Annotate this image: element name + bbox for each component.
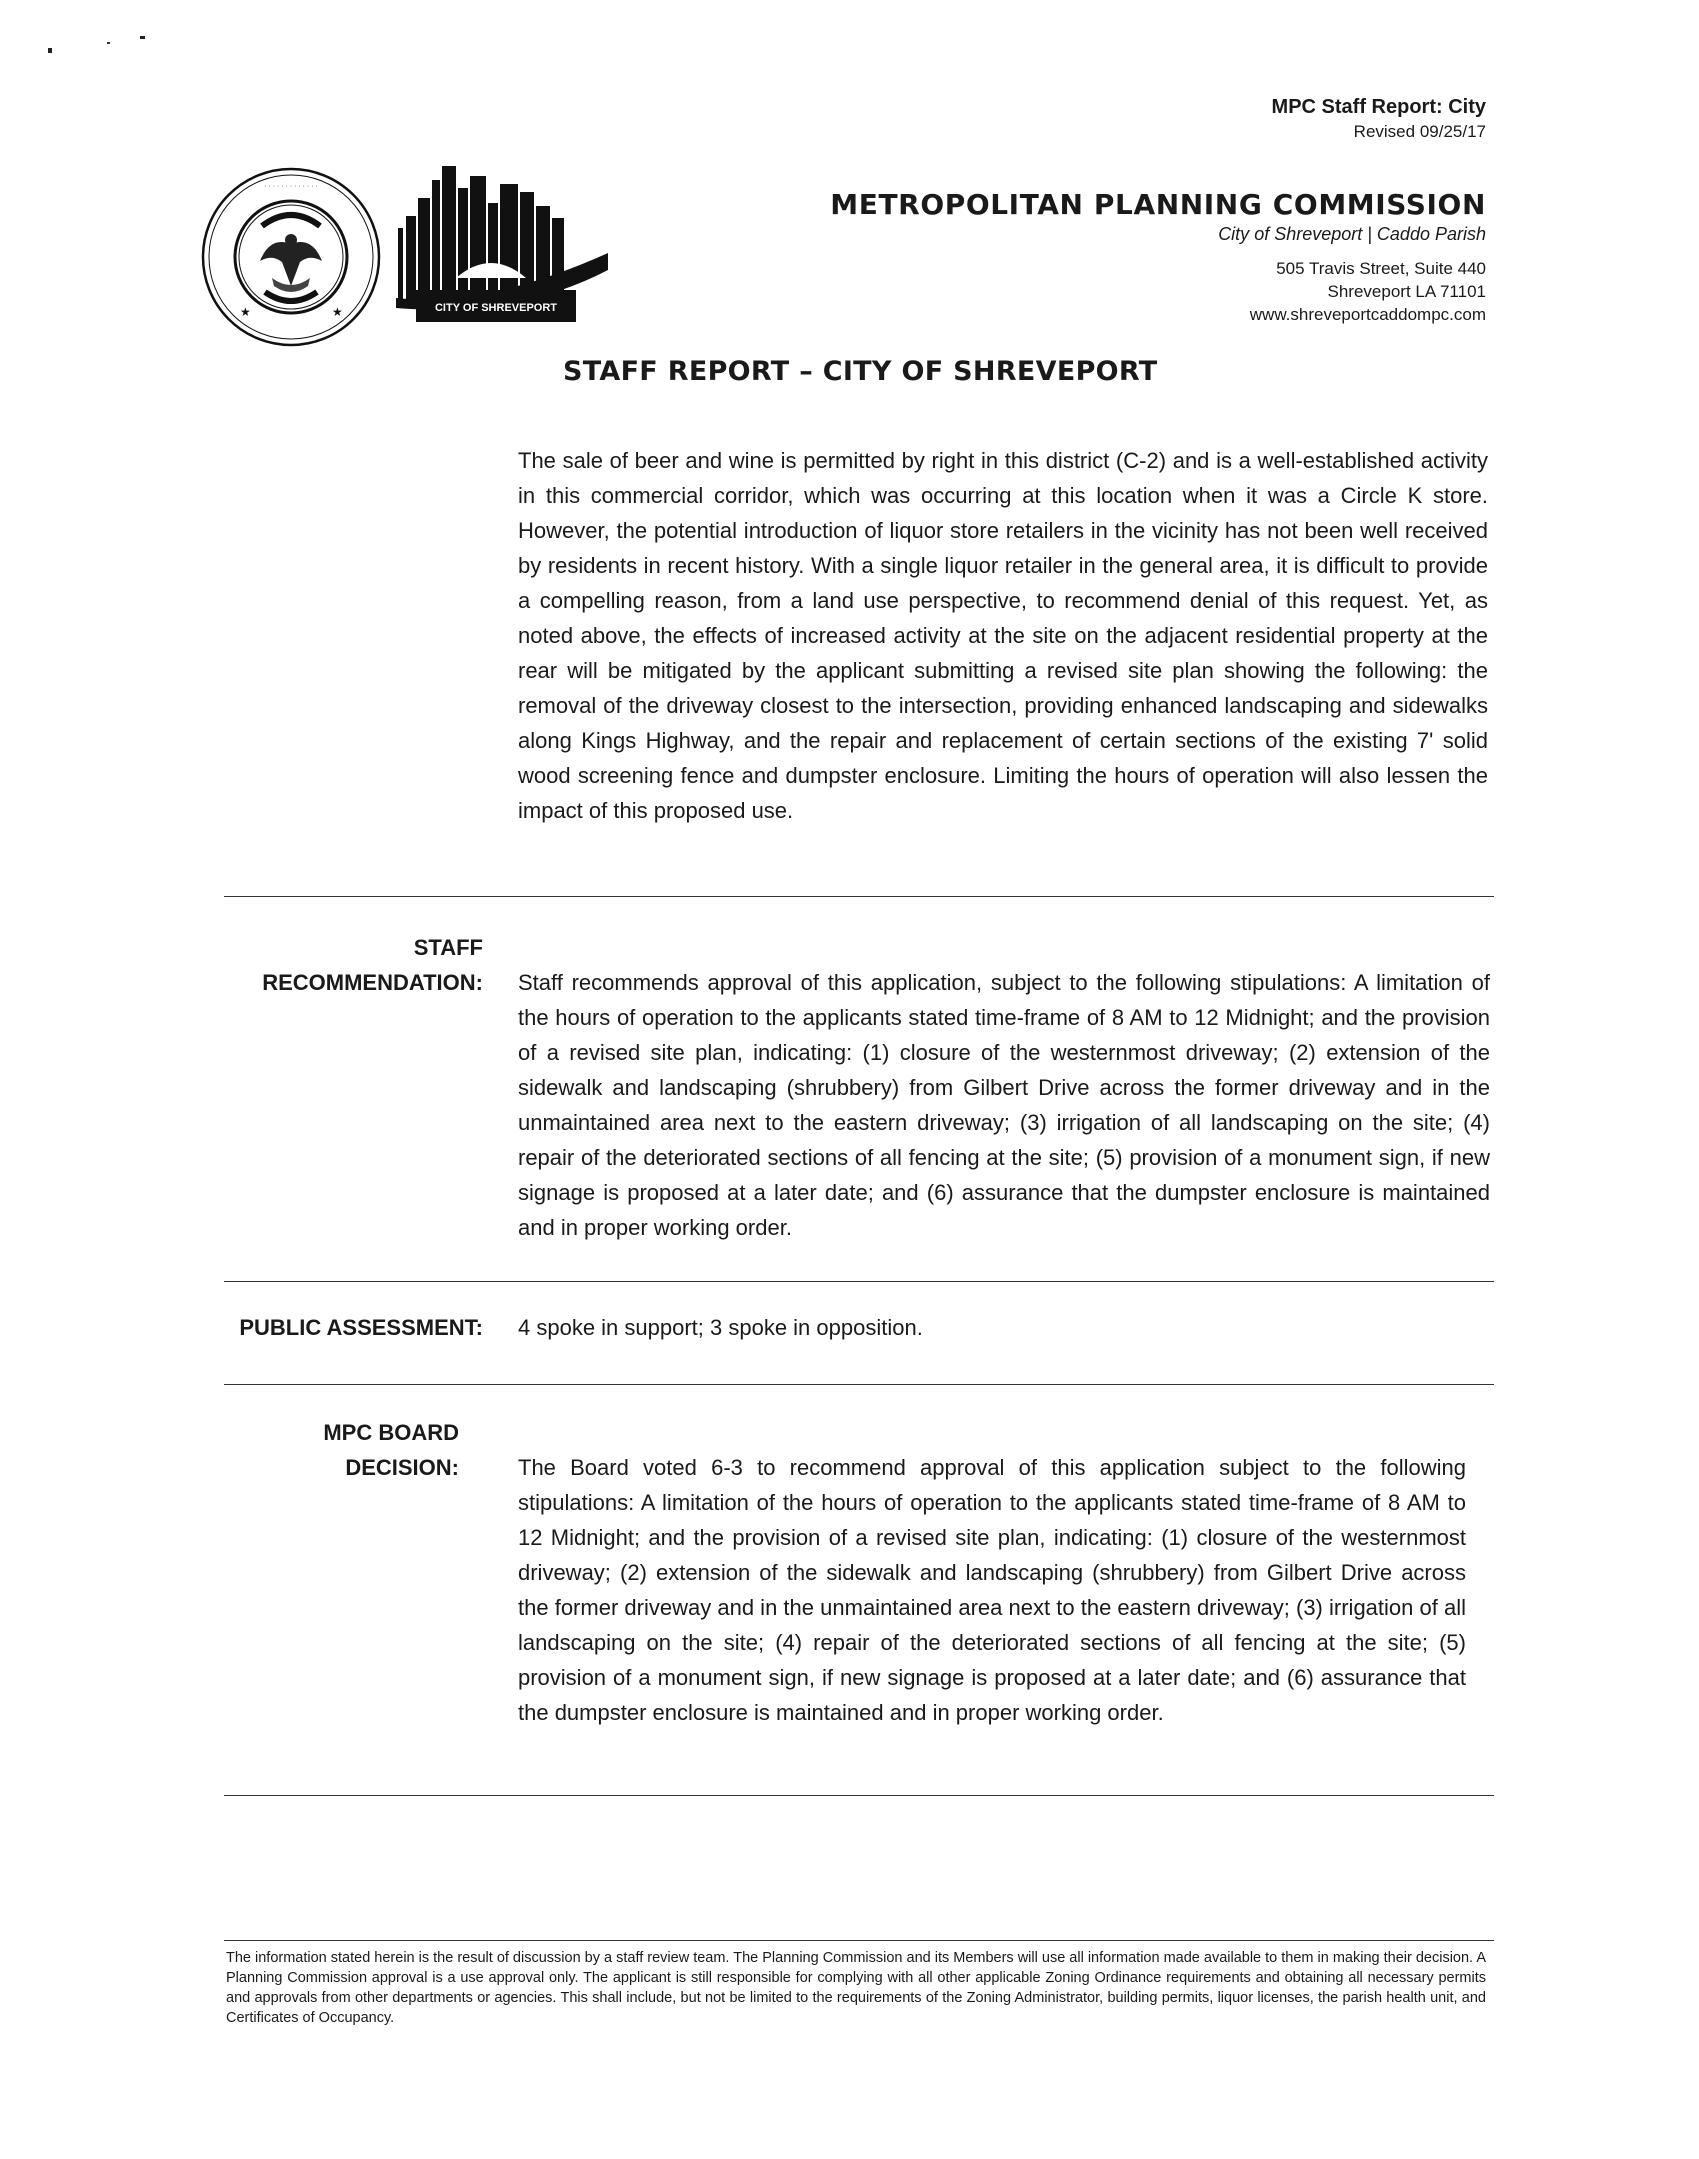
report-meta <box>1272 96 1486 142</box>
staff-recommendation-label <box>223 930 483 1000</box>
address-line-1: 505 Travis Street, Suite 440 <box>1276 259 1486 278</box>
public-assessment-label: PUBLIC ASSESSMENT: <box>239 1315 483 1340</box>
report-type: MPC Staff Report: City <box>1271 96 1486 118</box>
svg-text:· · · · · · · · · · · · ·: · · · · · · · · · · · · · <box>264 183 318 190</box>
divider-1 <box>224 896 1494 897</box>
org-name: METROPOLITAN PLANNING COMMISSION <box>830 188 1486 221</box>
staff-recommendation-label-line1: STAFF <box>413 935 483 960</box>
org-block <box>830 188 1486 326</box>
address <box>830 257 1486 326</box>
divider-4 <box>224 1795 1494 1796</box>
mpc-board-decision-label-line2: DECISION: <box>345 1455 459 1480</box>
mpc-board-decision-text: The Board voted 6-3 to recommend approval of this application subject to the following stipulations: A limitation of the hours of operation to the applicants stated time-frame of 8 AM to 12 Midnight; and the provision of a revised site plan, indicating: (1) closure of the westernmost driveway; (2) extension of the sidewalk and landscaping (shrubbery) from Gilbert Drive across the former driveway and in the unmaintained area next to the eastern driveway; (3) irrigation of all landscaping on the site; (4) repair of the deteriorated sections of all fencing at the site; (5) provision of a monument sign, if new signage is proposed at a later date; and (6) assurance that the dumpster enclosure is maintained and in proper working order. <box>518 1455 1466 1725</box>
revised-date: Revised 09/25/17 <box>1353 122 1486 141</box>
website: www.shreveportcaddompc.com <box>1249 305 1486 324</box>
staff-recommendation-label-line2: RECOMMENDATION: <box>262 970 483 995</box>
seal-logo <box>200 166 382 348</box>
svg-text:★: ★ <box>240 305 251 319</box>
scan-marks <box>45 30 155 60</box>
staff-recommendation-text: Staff recommends approval of this application, subject to the following stipulations: A limitation of the hours of operation to the applicants stated time-frame of 8 AM to 12 Midnight; and the provision of a revised site plan, indicating: (1) closure of the westernmost driveway; (2) extension of the sidewalk and landscaping (shrubbery) from Gilbert Drive across the former driveway and in the unmaintained area next to the eastern driveway; (3) irrigation of all landscaping on the site; (4) repair of the deteriorated sections of all fencing at the site; (5) provision of a monument sign, if new signage is proposed at a later date; and (6) assurance that the dumpster enclosure is maintained and in proper working order. <box>518 970 1490 1240</box>
city-of-shreveport-logo <box>396 158 608 323</box>
org-subtitle: City of Shreveport | Caddo Parish <box>1218 224 1486 244</box>
footer-disclaimer: The information stated herein is the result of discussion by a staff review team. The Planning Commission and its Members will use all information made available to them in making their decision. A Planning Commission approval is a use approval only. The applicant is still responsible for complying with all other applicable Zoning Ordinance requirements and obtaining all necessary permits and approvals from other departments or agencies. This shall include, but not be limited to the requirements of the Zoning Administrator, building permits, liquor licenses, the parish health unit, and Certificates of Occupancy. <box>226 1950 1486 2026</box>
city-logo-text: CITY OF SHREVEPORT <box>434 302 558 314</box>
divider-2 <box>224 1281 1494 1282</box>
mpc-board-decision-label-line1: MPC BOARD <box>323 1420 459 1445</box>
footer-divider <box>224 1940 1494 1941</box>
intro-paragraph: The sale of beer and wine is permitted by right in this district (C-2) and is a well-established activity in this commercial corridor, which was occurring at this location when it was a Circle K store. However, the potential introduction of liquor store retailers in the vicinity has not been well received by residents in recent history. With a single liquor retailer in the general area, it is difficult to provide a compelling reason, from a land use perspective, to recommend denial of this request. Yet, as noted above, the effects of increased activity at the site on the adjacent residential property at the rear will be mitigated by the applicant submitting a revised site plan showing the following: the removal of the driveway closest to the intersection, providing enhanced landscaping and sidewalks along Kings Highway, and the repair and replacement of certain sections of the existing 7' solid wood screening fence and dumpster enclosure. Limiting the hours of operation will also lessen the impact of this proposed use. <box>518 448 1488 823</box>
mpc-board-decision-label <box>219 1415 459 1485</box>
report-title: STAFF REPORT – CITY OF SHREVEPORT <box>563 356 1158 387</box>
address-line-2: Shreveport LA 71101 <box>1327 282 1486 301</box>
svg-text:★: ★ <box>332 305 343 319</box>
divider-3 <box>224 1384 1494 1385</box>
public-assessment-text: 4 spoke in support; 3 spoke in opposition. <box>518 1315 923 1340</box>
